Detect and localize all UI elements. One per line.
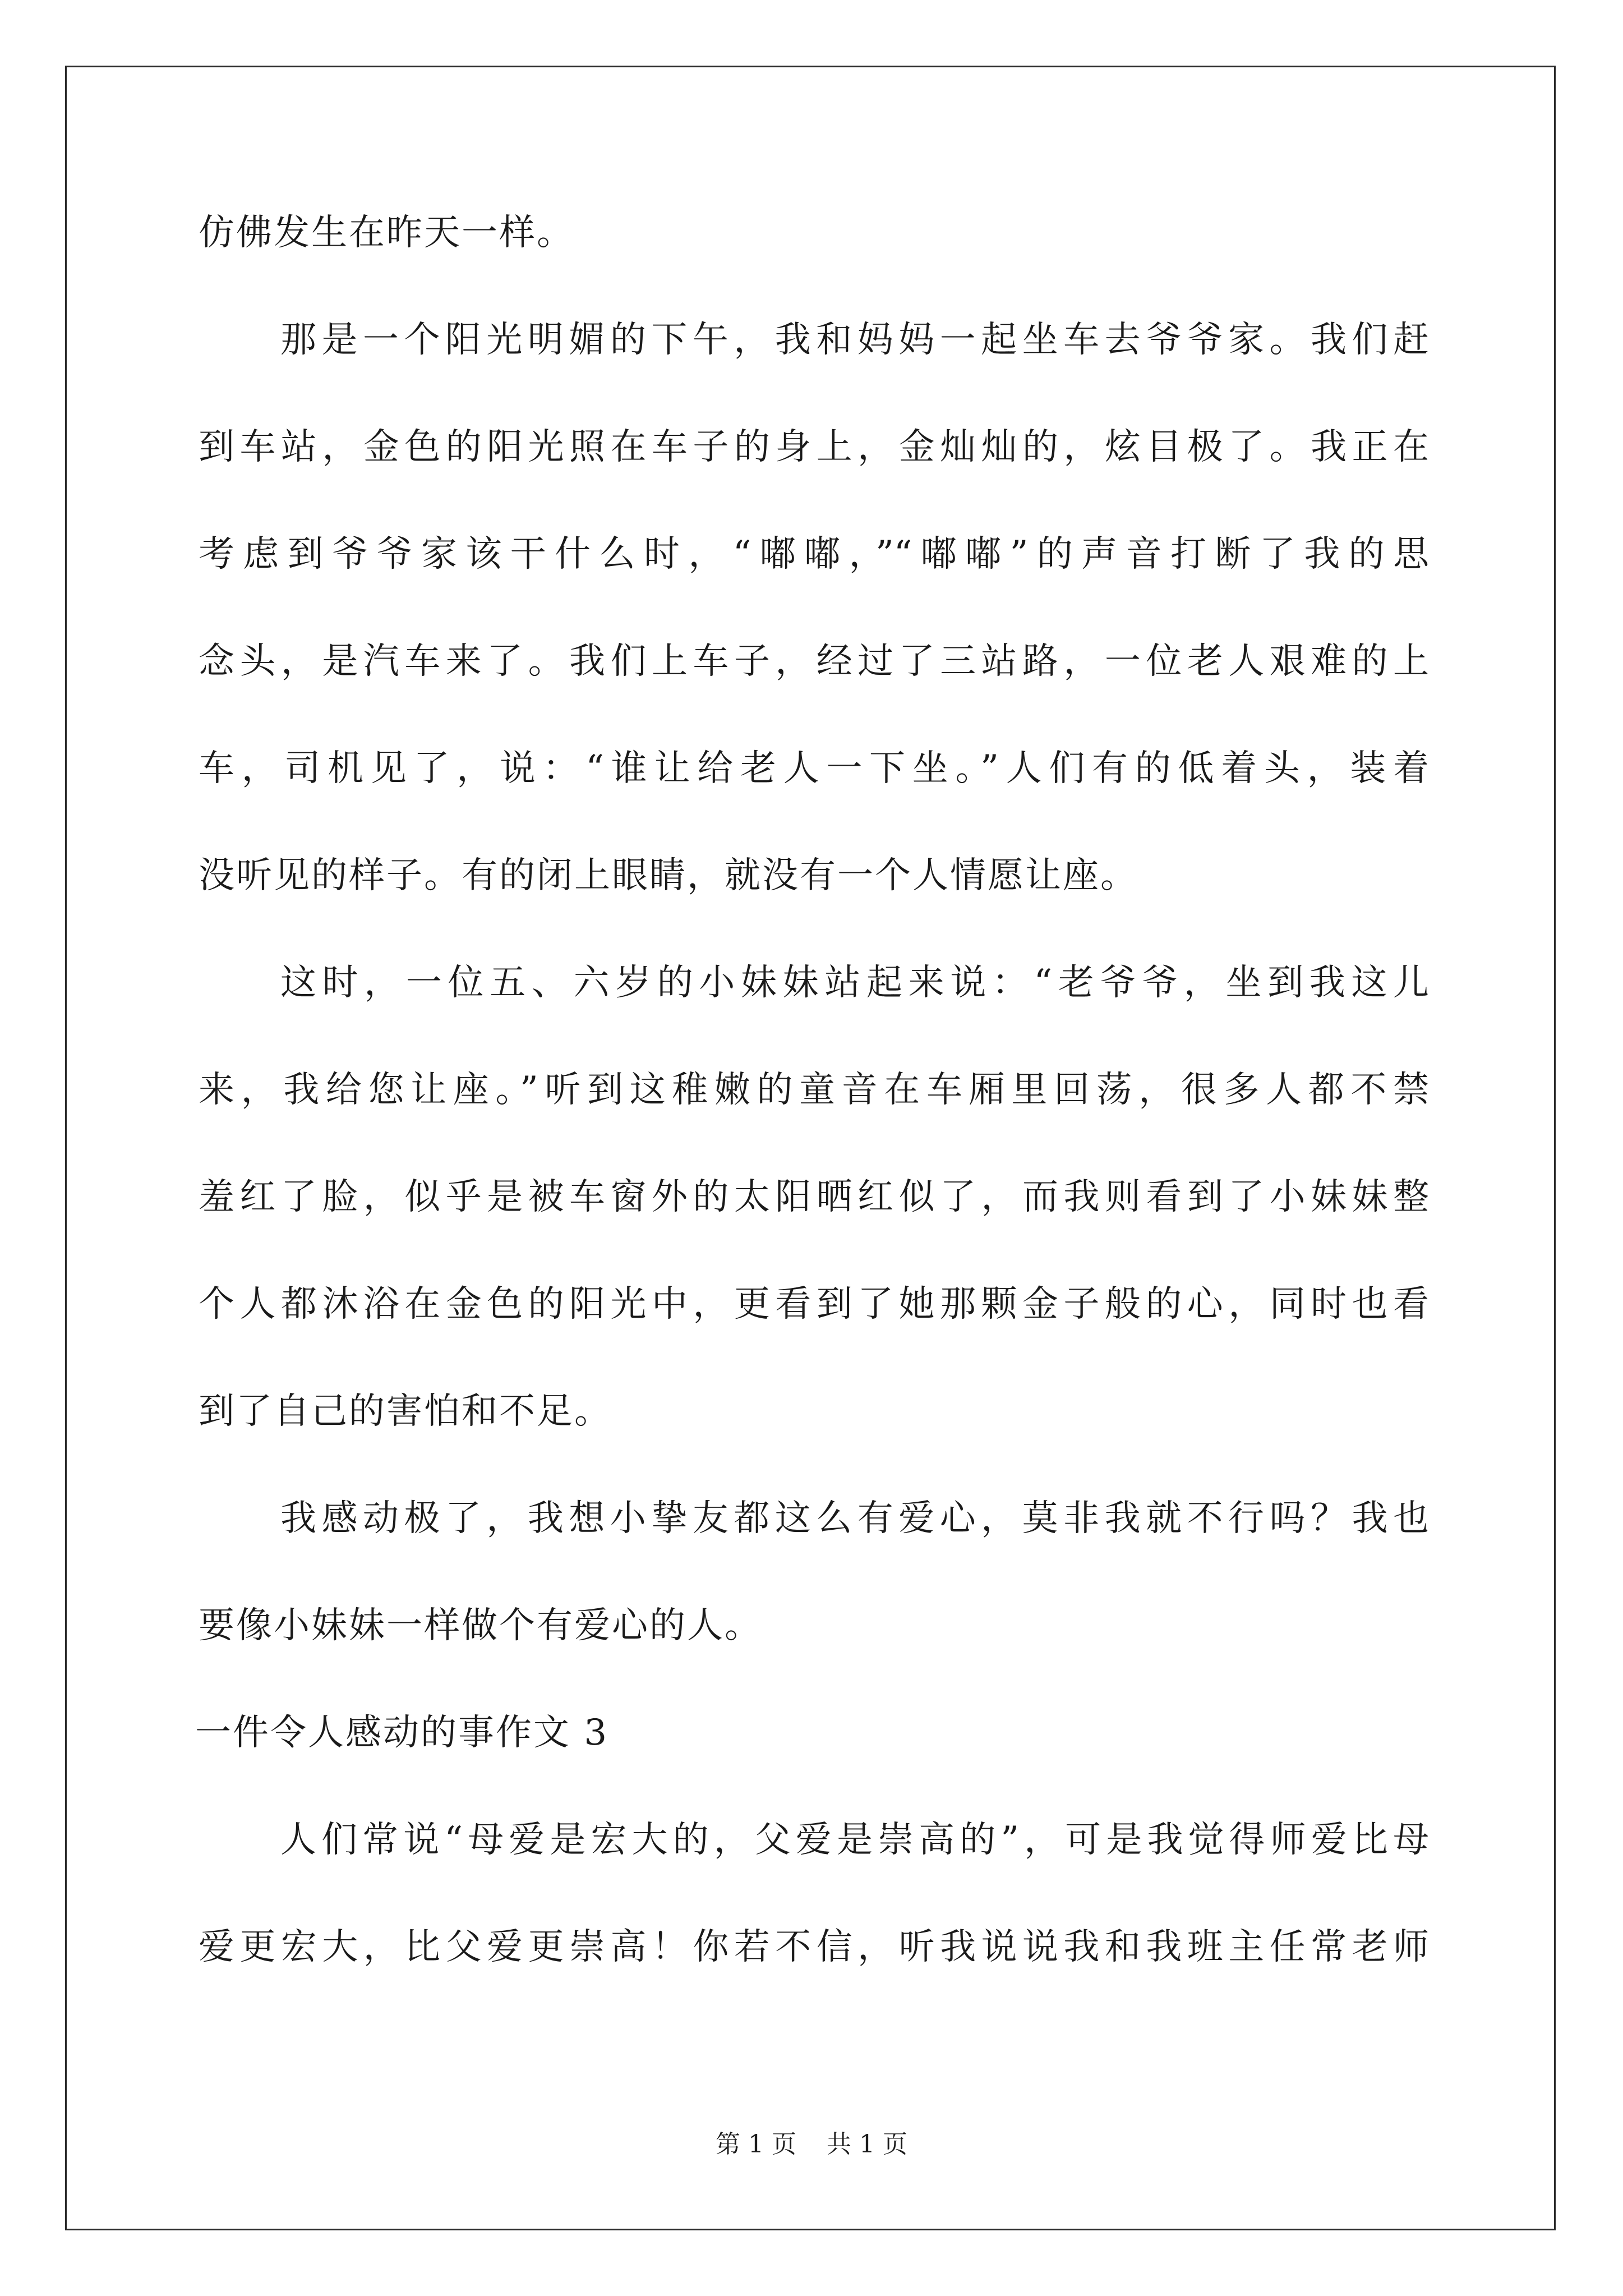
text-line: 到了自己的害怕和不足。 <box>199 1391 612 1432</box>
text-line: 要像小妹妹一样做个有爱心的人。 <box>199 1605 762 1646</box>
text-line: 考虑到爷爷家该干什么时，“嘟嘟，”“嘟嘟”的声音打断了我的思 <box>199 533 1429 575</box>
text-line: 我感动极了，我想小挚友都这么有爱心，莫非我就不行吗？我也 <box>280 1498 1429 1539</box>
page-footer <box>0 2129 1623 2160</box>
text-line: 到车站，金色的阳光照在车子的身上，金灿灿的，炫目极了。我正在 <box>199 426 1429 468</box>
text-line: 这时，一位五、六岁的小妹妹站起来说：“老爷爷，坐到我这儿 <box>280 962 1429 1004</box>
text-line: 念头，是汽车来了。我们上车子，经过了三站路，一位老人艰难的上 <box>199 641 1429 682</box>
text-line: 人们常说“母爱是宏大的，父爱是崇高的”，可是我觉得师爱比母 <box>280 1819 1429 1861</box>
section-heading: 一件令人感动的事作文 3 <box>195 1712 609 1754</box>
text-line: 个人都沐浴在金色的阳光中，更看到了她那颗金子般的心，同时也看 <box>199 1283 1429 1325</box>
text-line: 来，我给您让座。”听到这稚嫩的童音在车厢里回荡，很多人都不禁 <box>199 1069 1429 1111</box>
page-border <box>65 66 1556 2230</box>
text-line: 没听见的样子。有的闭上眼睛，就没有一个人情愿让座。 <box>199 855 1138 896</box>
text-line: 那是一个阳光明媚的下午，我和妈妈一起坐车去爷爷家。我们赶 <box>280 319 1429 361</box>
text-line: 羞红了脸，似乎是被车窗外的太阳晒红似了，而我则看到了小妹妹整 <box>199 1176 1429 1218</box>
text-line: 仿佛发生在昨天一样。 <box>199 212 574 254</box>
page-number: 第 1 页 <box>716 2130 796 2159</box>
text-line: 车，司机见了，说：“谁让给老人一下坐。”人们有的低着头，装着 <box>199 748 1429 789</box>
page-total: 共 1 页 <box>827 2130 907 2159</box>
text-line: 爱更宏大，比父爱更崇高！你若不信，听我说说我和我班主任常老师 <box>199 1926 1429 1968</box>
